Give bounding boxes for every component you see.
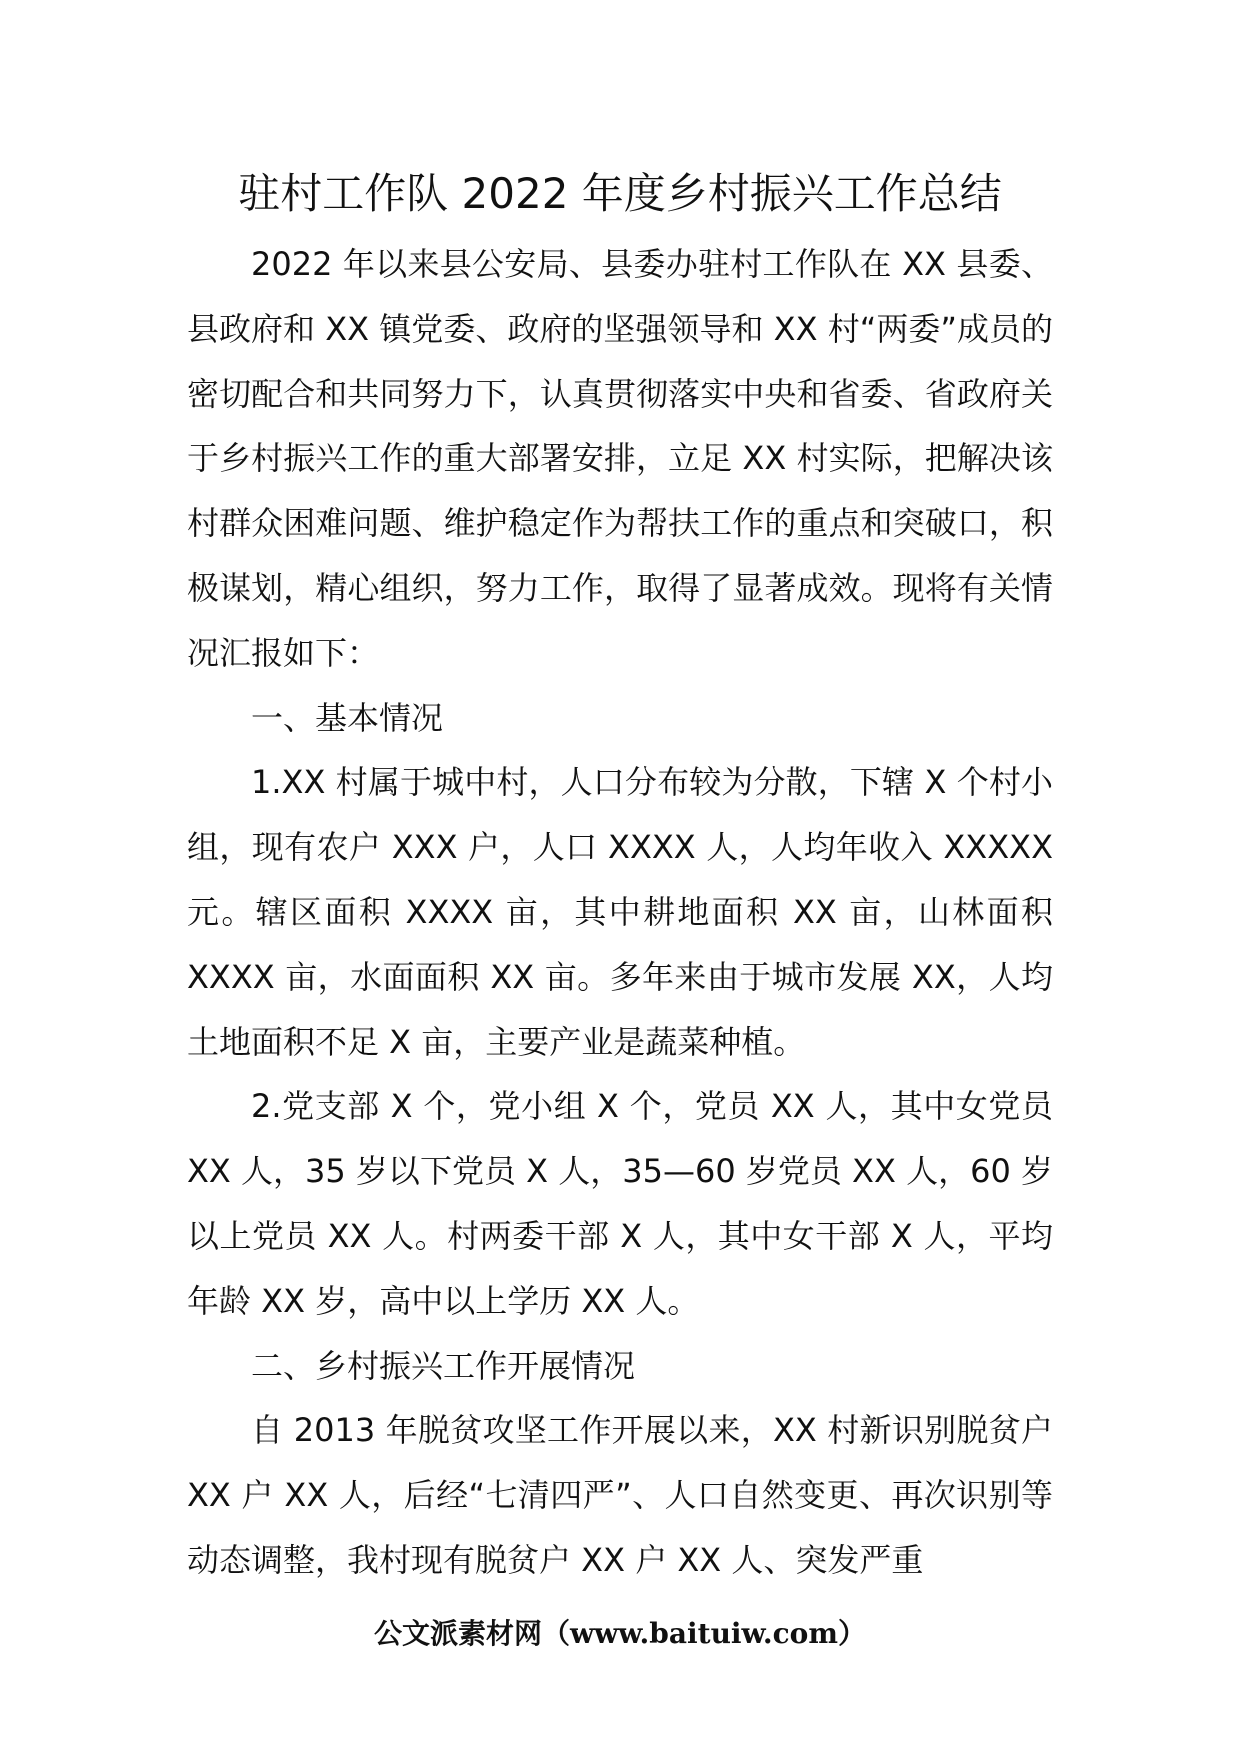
document-body [187,232,1053,1593]
section-heading-work-progress: 二、乡村振兴工作开展情况 [251,1346,636,1385]
paragraph-party-members: 2.党支部 X 个，党小组 X 个，党员 XX 人，其中女党员 XX 人，35 岁以下党员 X 人，35—60 岁党员 XX 人，60 岁以上党员 XX 人。村两委干部 X 人，其中女干部 X 人，平均年龄 XX 岁，高中以上学历 XX 人。 [187,1087,1053,1320]
document-title: 驻村工作队 2022 年度乡村振兴工作总结 [238,169,1002,218]
paragraph-intro: 2022 年以来县公安局、县委办驻村工作队在 XX 县委、县政府和 XX 镇党委、政府的坚强领导和 XX 村“两委”成员的密切配合和共同努力下，认真贯彻落实中央和省委、省政府关于乡村振兴工作的重大部署安排，立足 XX 村实际，把解决该村群众困难问题、维护稳定作为帮扶工作的重点和突破口，积极谋划，精心组织，努力工作，取得了显著成效。现将有关情况汇报如下： [187,245,1053,672]
paragraph-poverty-alleviation: 自 2013 年脱贫攻坚工作开展以来，XX 村新识别脱贫户 XX 户 XX 人，后经“七清四严”、人口自然变更、再次识别等动态调整，我村现有脱贫户 XX 户 XX 人、突发严重 [187,1411,1053,1579]
paragraph-village-overview: 1.XX 村属于城中村，人口分布较为分散，下辖 X 个村小组，现有农户 XXX 户，人口 XXXX 人，人均年收入 XXXXX 元。辖区面积 XXXX 亩，其中耕地面积 XX 亩，山林面积 XXXX 亩，水面面积 XX 亩。多年来由于城市发展 XX，人均土地面积不足 X 亩，主要产业是蔬菜种植。 [187,763,1053,1061]
section-heading-basic-info: 一、基本情况 [251,698,444,737]
footer-watermark: 公文派素材网（www.baituiw.com） [374,1617,866,1650]
